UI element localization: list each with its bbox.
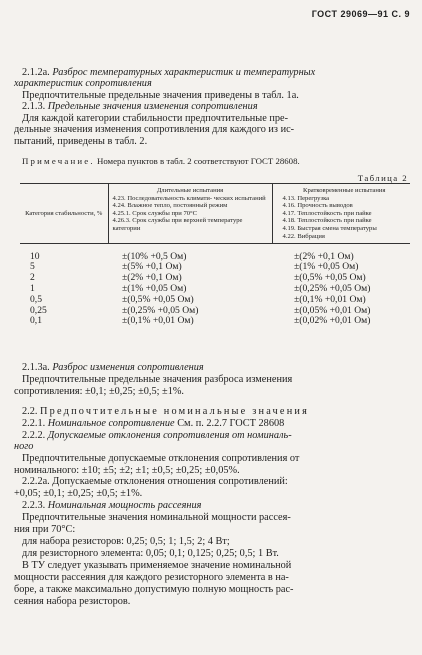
cell-category: 0,1 xyxy=(30,315,42,327)
clause-2-2 xyxy=(22,406,408,418)
clause-title: Номинальное сопротивление xyxy=(47,418,175,429)
clause-2-1-2a xyxy=(22,67,408,79)
clause-number: 2.2. xyxy=(22,406,38,417)
paragraph: сопротивления: ±0,1; ±0,25; ±0,5; ±1%. xyxy=(14,386,184,397)
header-long-item: 4.25.1. Срок службы при 70°С xyxy=(112,209,198,217)
paragraph: номинального: ±10; ±5; ±2; ±1; ±0,5; ±0,25; ±0,05%. xyxy=(14,465,240,476)
paragraph: Предпочтительные предельные значения разброса изменения xyxy=(22,374,293,385)
clause-title: Предельные значения изменения сопротивления xyxy=(47,101,258,112)
cell-short: ±(1% +0,05 Ом) xyxy=(294,261,359,273)
cell-long: ±(10% +0,5 Ом) xyxy=(122,250,187,262)
clause-title: Допускаемые отклонения сопротивления от номиналь- xyxy=(47,430,292,441)
paragraph: Для каждой категории стабильности предпочтительные пре- xyxy=(22,113,289,124)
clause-text: См. п. 2.2.7 ГОСТ 28608 xyxy=(177,418,285,429)
cell-long: ±(1% +0,05 Ом) xyxy=(122,283,187,295)
clause-number: 2.2.1. xyxy=(22,418,46,429)
clause-number: 2.2.3. xyxy=(22,500,46,511)
clause-title-cont: ного xyxy=(14,441,34,452)
clause-2-1-3 xyxy=(22,101,408,113)
header-short-tests xyxy=(272,184,410,244)
cell-category: 0,5 xyxy=(30,293,42,305)
cell-short: ±(0,02% +0,01 Ом) xyxy=(294,315,371,327)
header-short-item: 4.13. Перегрузка xyxy=(282,194,330,202)
header-long-item: 4.24. Влажное тепло, постоянный режим xyxy=(112,202,228,210)
cell-short: ±(0,25% +0,05 Ом) xyxy=(294,283,371,295)
table-caption: Таблица 2 xyxy=(357,173,408,183)
clause-2-1-3a xyxy=(22,362,408,374)
cell-short: ±(0,05% +0,01 Ом) xyxy=(294,304,371,316)
page-header: ГОСТ 29069—91 С. 9 xyxy=(311,9,410,19)
paragraph: мощности рассеяния для каждого резисторного элемента в на- xyxy=(14,572,289,583)
clause-number: 2.1.3. xyxy=(22,101,46,112)
note-label: Примечание. xyxy=(22,156,95,166)
cell-long: ±(2% +0,1 Ом) xyxy=(122,272,182,284)
paragraph: ния при 70°С: xyxy=(14,524,76,535)
clause-title: Предпочтительные номинальные значения xyxy=(40,406,310,417)
paragraph: для набора резисторов: 0,25; 0,5; 1; 1,5; 2; 4 Вт; xyxy=(22,536,230,547)
paragraph: В ТУ следует указывать применяемое значение номинальной xyxy=(22,560,292,571)
clause-title: Номинальная мощность рассеяния xyxy=(47,500,202,511)
paragraph: Предпочтительные допускаемые отклонения сопротивления от xyxy=(22,453,300,464)
table-2 xyxy=(20,183,410,327)
paragraph: сеяния набора резисторов. xyxy=(14,596,131,607)
clause-number: 2.1.2а. xyxy=(22,67,50,78)
header-long-item: 4.23. Последовательность климати- ческих испытаний xyxy=(112,194,266,202)
clause-title: Разброс температурных характеристик и температурных xyxy=(52,67,316,78)
header-long-title: Длительные испытания xyxy=(156,187,224,194)
header-long-item: 4.26.3. Срок службы при верхней температуре категории xyxy=(112,217,243,232)
cell-long: ±(0,5% +0,05 Ом) xyxy=(122,293,194,305)
header-long-tests xyxy=(108,184,272,244)
header-short-item: 4.16. Прочность выводов xyxy=(282,202,353,210)
paragraph: 2.2.2а. Допускаемые отклонения отношения сопротивлений: xyxy=(22,476,288,487)
paragraph: +0,05; ±0,1; ±0,25; ±0,5; ±1%. xyxy=(14,488,143,499)
cell-category: 2 xyxy=(30,272,35,284)
cell-long: ±(5% +0,1 Ом) xyxy=(122,261,182,273)
clause-2-2-1 xyxy=(22,418,408,430)
cell-category: 1 xyxy=(30,283,35,295)
table-header-row xyxy=(20,184,410,244)
paragraph: дельные значения изменения сопротивления для каждого из ис- xyxy=(14,124,295,135)
paragraph: Предпочтительные предельные значения приведены в табл. 1а. xyxy=(22,90,299,101)
header-short-item: 4.18. Теплостойкость при пайке xyxy=(282,217,372,225)
header-short-title: Кратковременные испытания xyxy=(303,187,386,194)
clause-2-2-3 xyxy=(22,500,408,512)
cell-short: ±(0,1% +0,01 Ом) xyxy=(294,293,366,305)
paragraph: Предпочтительные значения номинальной мощности рассея- xyxy=(22,512,291,523)
paragraph: пытаний, приведены в табл. 2. xyxy=(14,136,148,147)
header-short-item: 4.19. Быстрая смена температуры xyxy=(282,224,377,232)
paragraph: боре, а также максимально допустимую полную мощность рас- xyxy=(14,584,294,595)
cell-long: ±(0,1% +0,01 Ом) xyxy=(122,315,194,327)
header-category: Категория стабильности, % xyxy=(20,184,108,244)
cell-category: 0,25 xyxy=(30,304,47,316)
header-short-item: 4.22. Вибрация xyxy=(282,232,325,240)
cell-category: 5 xyxy=(30,261,35,273)
cell-short: ±(2% +0,1 Ом) xyxy=(294,250,354,262)
cell-long: ±(0,25% +0,05 Ом) xyxy=(122,304,199,316)
clause-2-2-2 xyxy=(22,430,408,442)
cell-short: ±(0,5% +0,05 Ом) xyxy=(294,272,366,284)
paragraph: для резисторного элемента: 0,05; 0,1; 0,125; 0,25; 0,5; 1 Вт. xyxy=(22,548,279,559)
clause-number: 2.2.2. xyxy=(22,430,46,441)
header-short-item: 4.17. Теплостойкость при пайке xyxy=(282,209,372,217)
clause-number: 2.1.3а. xyxy=(22,362,50,373)
table-row xyxy=(20,316,410,327)
cell-category: 10 xyxy=(30,250,40,262)
clause-title: Разброс изменения сопротивления xyxy=(52,362,204,373)
note-text: Номера пунктов в табл. 2 соответствуют ГОСТ 28608. xyxy=(96,156,300,166)
note xyxy=(22,156,408,168)
clause-title-cont: характеристик сопротивления xyxy=(14,78,152,89)
